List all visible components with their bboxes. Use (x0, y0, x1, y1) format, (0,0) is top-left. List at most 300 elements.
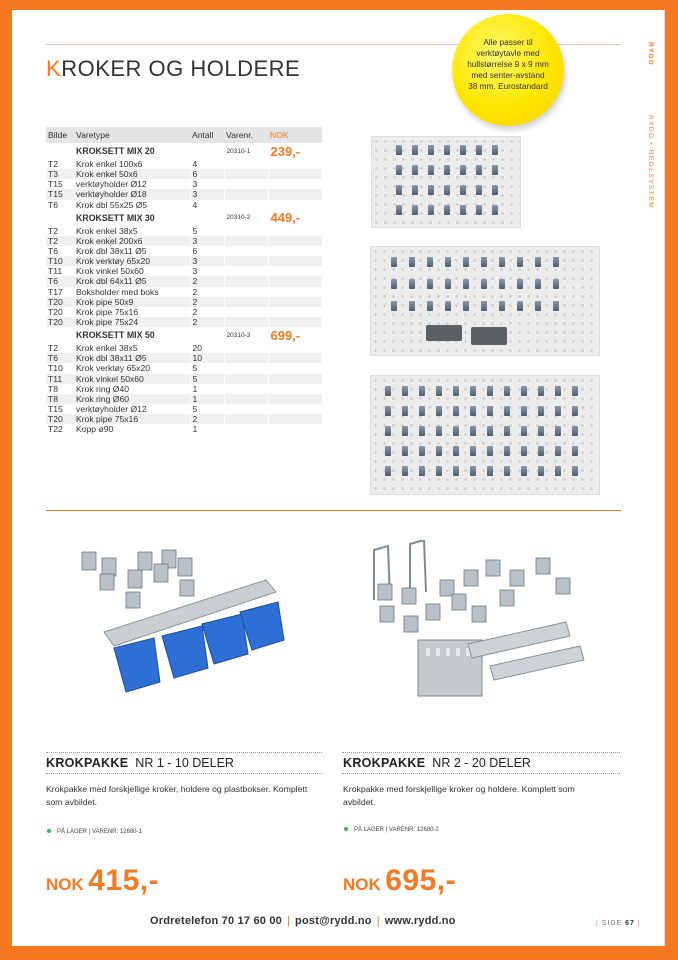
table-cell (46, 210, 74, 226)
cell-antall: 1 (190, 394, 224, 404)
stock-label: PÅ LAGER (57, 829, 88, 835)
hook-icon (538, 406, 544, 416)
cell-varetype: Krok ring Ø40 (76, 383, 130, 394)
table-cell (224, 307, 268, 317)
hook-icon (476, 165, 482, 175)
price-amount: 415,- (88, 864, 160, 897)
price-currency: NOK (46, 875, 84, 894)
page-number-value: 67 (625, 920, 635, 927)
table-header-row (46, 127, 322, 143)
kit-table (46, 127, 322, 434)
hook-icon (553, 257, 559, 267)
kit-price: 239,- (268, 143, 322, 159)
table-cell (224, 384, 268, 394)
title-rest: ROKER OG HOLDERE (61, 56, 301, 81)
product-title (343, 756, 531, 770)
kit-varenr: 20310-3 (224, 327, 268, 343)
cell-bilde: T20 (46, 414, 74, 424)
table-cell (224, 297, 268, 307)
table-cell (268, 226, 322, 236)
hook-icon (444, 145, 450, 155)
cell-bilde: T10 (46, 256, 74, 266)
cell-varetype: Krok verktøy 65x20 (76, 363, 151, 374)
hook-icon (402, 466, 408, 476)
hook-icon (444, 185, 450, 195)
hook-icon (538, 466, 544, 476)
table-cell (268, 404, 322, 414)
cell-antall: 10 (190, 353, 224, 363)
hook-icon (444, 205, 450, 215)
hook-icon (444, 165, 450, 175)
cell-antall: 2 (190, 276, 224, 286)
cell-antall: 20 (190, 343, 224, 353)
title-initial: K (46, 56, 62, 81)
hook-icon (412, 185, 418, 195)
table-row (46, 343, 322, 353)
table-cell (268, 169, 322, 179)
cell-bilde: T6 (48, 246, 59, 257)
hook-icon (572, 406, 578, 416)
info-badge-text: Alle passer til verktøytavle med hullstørrelse 9 x 9 mm med senter-avstand 38 mm. Eurostandard (467, 36, 549, 91)
table-cell (190, 210, 224, 226)
table-body (46, 143, 322, 434)
table-row (46, 236, 322, 246)
table-row (46, 353, 322, 363)
hook-icon (453, 386, 459, 396)
kit-varenr: 20310-2 (224, 210, 268, 226)
hook-icon (521, 426, 527, 436)
cell-varetype: verktøyholder Ø18 (74, 189, 190, 199)
hook-icon (427, 279, 433, 289)
cell-antall: 5 (190, 374, 224, 384)
table-cell (268, 179, 322, 189)
cell-bilde: T8 (48, 383, 59, 394)
hook-icon (463, 257, 469, 267)
cell-bilde: T2 (48, 159, 59, 170)
hook-icon (476, 185, 482, 195)
col-header: Varetype (74, 127, 190, 143)
hook-icon (535, 301, 541, 311)
hook-icon (460, 205, 466, 215)
cell-bilde: T8 (46, 394, 74, 404)
product-description: Krokpakke med forskjellige kroker og holdere. Komplett som avbildet. (343, 784, 575, 807)
page-label: SIDE (601, 920, 623, 927)
frame-bottom (0, 946, 678, 960)
hook-icon (476, 205, 482, 215)
kit-name: KROKSETT MIX 50 (76, 330, 155, 341)
table-row (46, 297, 322, 307)
product-image-krokpakke-1 (70, 540, 310, 720)
table-cell (224, 343, 268, 353)
table-cell (268, 353, 322, 363)
col-header: NOK (268, 127, 322, 143)
hook-icon (396, 145, 402, 155)
hook-icon (412, 145, 418, 155)
hook-icon (499, 257, 505, 267)
hook-icon (419, 446, 425, 456)
table-row (46, 256, 322, 266)
table-cell (224, 256, 268, 266)
table-cell (268, 307, 322, 317)
cell-bilde: T15 (48, 404, 63, 415)
kit-name: KROKSETT MIX 30 (76, 212, 155, 223)
hook-icon (419, 466, 425, 476)
hook-icon (402, 426, 408, 436)
table-row (46, 404, 322, 414)
hook-icon (504, 446, 510, 456)
cell-varetype: Boksholder med boks (76, 286, 159, 297)
hook-icon (538, 426, 544, 436)
pegboard-image-mix20 (371, 136, 521, 228)
cell-bilde: T6 (46, 353, 74, 363)
table-cell (224, 276, 268, 286)
cell-varetype: Krok enkel 50x6 (74, 169, 190, 179)
product-varenr: VARENR: 12680-2 (388, 827, 439, 833)
cell-bilde: T2 (46, 236, 74, 246)
hook-icon (481, 257, 487, 267)
cell-varetype: Krok vinkel 50x60 (74, 374, 190, 384)
product-name: KROKPAKKE (343, 756, 426, 770)
table-cell (46, 327, 74, 343)
hook-icon (517, 279, 523, 289)
hook-icon (453, 446, 459, 456)
table-row (46, 414, 322, 424)
table-cell (224, 374, 268, 384)
table-cell (224, 424, 268, 434)
stock-label: PÅ LAGER (354, 827, 385, 833)
table-cell (224, 200, 268, 210)
table-cell (268, 189, 322, 199)
frame-top (0, 0, 678, 10)
hook-icon (521, 466, 527, 476)
cell-varetype: Krok pipe 50x9 (74, 297, 190, 307)
hook-icon (555, 446, 561, 456)
table-row (46, 374, 322, 384)
cell-varetype: Krok pipe 75x16 (74, 414, 190, 424)
table-row (46, 179, 322, 189)
hook-icon (572, 466, 578, 476)
page-number-bar: | (596, 920, 602, 927)
cell-varetype: Krok dbl 38x11 Ø5 (74, 353, 190, 363)
product-price (343, 864, 456, 898)
price-currency: NOK (343, 875, 381, 894)
cell-bilde: T10 (48, 363, 63, 374)
hook-icon (463, 279, 469, 289)
hook-icon (487, 446, 493, 456)
table-cell (224, 266, 268, 276)
table-cell (224, 317, 268, 327)
table-cell (268, 200, 322, 210)
table-row (46, 384, 322, 394)
product-image-krokpakke-2 (360, 540, 600, 720)
divider (342, 773, 620, 774)
hook-icon (463, 301, 469, 311)
kit-header-row (46, 327, 322, 343)
cell-antall: 2 (190, 307, 224, 317)
cell-bilde: T17 (48, 286, 63, 297)
divider (664, 10, 665, 946)
cell-varetype: Krok enkel 200x6 (74, 236, 190, 246)
kit-varenr: 20310-1 (224, 143, 268, 159)
hook-icon (402, 446, 408, 456)
table-cell (224, 189, 268, 199)
page-title (46, 56, 300, 82)
hook-icon (460, 145, 466, 155)
storage-bin (471, 327, 507, 345)
in-stock-dot-icon (47, 829, 51, 833)
table-row (46, 189, 322, 199)
hook-icon (427, 257, 433, 267)
cell-antall: 5 (190, 226, 224, 236)
table-cell (224, 363, 268, 373)
footer-separator: | (376, 915, 380, 927)
cell-varetype: verktøyholder Ø12 (76, 179, 147, 190)
cell-antall: 2 (190, 317, 224, 327)
hook-icon (499, 279, 505, 289)
table-row (46, 276, 322, 286)
product-title (46, 756, 234, 770)
hook-icon (436, 426, 442, 436)
cell-bilde: T15 (46, 189, 74, 199)
hook-icon (553, 301, 559, 311)
footer-email[interactable]: post@rydd.no (295, 915, 372, 927)
hook-icon (436, 386, 442, 396)
hook-icon (396, 165, 402, 175)
cell-antall: 2 (190, 287, 224, 297)
cell-varetype: Krok ring Ø60 (74, 394, 190, 404)
cell-varetype: Krok verktøy 65x20 (74, 256, 190, 266)
table-cell (224, 179, 268, 189)
footer-web[interactable]: www.rydd.no (384, 915, 456, 927)
hook-icon (521, 446, 527, 456)
table-cell (224, 226, 268, 236)
price-amount: 695,- (385, 864, 457, 897)
hook-icon (427, 301, 433, 311)
cell-varetype: Krok dbl 55x25 Ø5 (76, 199, 148, 210)
hook-icon (385, 466, 391, 476)
hook-icon (436, 406, 442, 416)
footer-contact (150, 915, 456, 927)
hook-icon (419, 426, 425, 436)
hook-icon (538, 446, 544, 456)
cell-varetype: Krok enkel 100x6 (76, 159, 143, 170)
hook-icon (428, 185, 434, 195)
pegboard-image-mix50 (370, 375, 600, 495)
table-row (46, 363, 322, 373)
hook-icon (470, 426, 476, 436)
hook-icon (453, 406, 459, 416)
cell-varetype: verktøyholder Ø12 (76, 404, 147, 415)
hook-icon (419, 386, 425, 396)
cell-antall: 3 (190, 266, 224, 276)
hook-icon (385, 386, 391, 396)
hook-icon (487, 466, 493, 476)
hook-icon (385, 446, 391, 456)
cell-bilde: T22 (48, 424, 63, 435)
table-row (46, 307, 322, 317)
side-system: RYDD • REOLSYSTEM (647, 115, 654, 210)
table-cell (268, 374, 322, 384)
hook-icon (499, 301, 505, 311)
page-number-bar: | (634, 920, 641, 927)
hook-icon (572, 426, 578, 436)
table-cell (268, 256, 322, 266)
hook-icon (391, 257, 397, 267)
col-header: Varenr. (224, 127, 268, 143)
hook-icon (572, 446, 578, 456)
hook-icon (391, 279, 397, 289)
cell-varetype: Krok pipe 75x24 (74, 317, 190, 327)
hook-icon (385, 426, 391, 436)
hook-icon (492, 145, 498, 155)
hook-icon (385, 406, 391, 416)
hook-icon (572, 386, 578, 396)
hook-icon (412, 165, 418, 175)
cell-bilde: T6 (48, 199, 59, 210)
hook-icon (535, 279, 541, 289)
cell-varetype: Kopp ø90 (76, 424, 114, 435)
hook-icon (504, 406, 510, 416)
divider (46, 773, 322, 774)
cell-antall: 5 (190, 363, 224, 373)
cell-bilde: T3 (46, 169, 74, 179)
hook-icon (445, 257, 451, 267)
table-cell (268, 159, 322, 169)
cell-varetype: Krok vinkel 50x60 (76, 266, 144, 277)
table-cell (224, 404, 268, 414)
hook-icon (504, 386, 510, 396)
divider (342, 752, 620, 753)
kit-header-row (46, 210, 322, 226)
table-cell (268, 317, 322, 327)
cell-bilde: T15 (48, 179, 63, 190)
info-badge (452, 14, 564, 126)
table-cell (268, 236, 322, 246)
page-number (596, 920, 641, 927)
hook-icon (428, 145, 434, 155)
hook-icon (517, 257, 523, 267)
cell-antall: 3 (190, 179, 224, 189)
product-variant: NR 1 - 10 DELER (135, 756, 234, 770)
table-cell (224, 236, 268, 246)
hook-icon (487, 386, 493, 396)
table-row (46, 159, 322, 169)
hook-icon (409, 301, 415, 311)
hook-icon (419, 406, 425, 416)
product-variant: NR 2 - 20 DELER (432, 756, 531, 770)
cell-bilde: T6 (46, 276, 74, 286)
table-cell (268, 414, 322, 424)
hook-icon (555, 426, 561, 436)
cell-antall: 6 (190, 246, 224, 256)
cell-varetype: Krok dbl 64x11 Ø5 (74, 276, 190, 286)
cell-bilde: T20 (46, 297, 74, 307)
footer-phone[interactable]: Ordretelefon 70 17 60 00 (150, 915, 282, 927)
hook-icon (436, 466, 442, 476)
cell-antall: 2 (190, 297, 224, 307)
table-row (46, 169, 322, 179)
hook-icon (521, 406, 527, 416)
cell-bilde: T11 (46, 374, 74, 384)
table-cell (268, 394, 322, 404)
product-varenr: VARENR: 12680-1 (91, 829, 142, 835)
hook-icon (555, 466, 561, 476)
kit-name: KROKSETT MIX 20 (76, 146, 155, 156)
table-cell (224, 169, 268, 179)
hook-icon (492, 165, 498, 175)
hook-icon (492, 205, 498, 215)
hook-icon (460, 185, 466, 195)
table-cell (268, 266, 322, 276)
hook-icon (504, 466, 510, 476)
table-cell (268, 297, 322, 307)
table-row (46, 287, 322, 297)
cell-varetype: Krok dbl 38x11 Ø5 (76, 246, 147, 257)
side-brand-strip (642, 40, 656, 240)
hook-icon (553, 279, 559, 289)
hook-icon (470, 386, 476, 396)
table-cell (268, 363, 322, 373)
table-row (46, 246, 322, 256)
hook-icon (470, 466, 476, 476)
table-row (46, 266, 322, 276)
stock-status: PÅ LAGER | VARENR: 12680-2 (344, 827, 439, 833)
col-header: Bilde (46, 127, 74, 143)
table-cell (268, 246, 322, 256)
cell-bilde: T2 (48, 225, 59, 236)
hook-icon (428, 205, 434, 215)
cell-antall: 1 (190, 424, 224, 434)
hook-icon (492, 185, 498, 195)
footer-separator: | (286, 915, 291, 927)
table-cell (224, 287, 268, 297)
hook-icon (391, 301, 397, 311)
hook-icon (453, 426, 459, 436)
cell-antall: 3 (190, 189, 224, 199)
table-row (46, 394, 322, 404)
hook-icon (412, 205, 418, 215)
kit-header-row (46, 143, 322, 159)
hook-icon (409, 257, 415, 267)
table-row (46, 226, 322, 236)
col-header: Antall (190, 127, 224, 143)
table-cell (224, 246, 268, 256)
stock-status: PÅ LAGER | VARENR: 12680-1 (47, 829, 142, 835)
cell-antall: 3 (190, 236, 224, 246)
cell-antall: 6 (190, 169, 224, 179)
divider (46, 752, 322, 753)
frame-left (0, 0, 12, 960)
hook-icon (460, 165, 466, 175)
table-cell (268, 343, 322, 353)
cell-antall: 2 (190, 414, 224, 424)
hook-icon (396, 185, 402, 195)
table-row (46, 424, 322, 434)
table-cell (46, 143, 74, 159)
storage-bin (426, 325, 462, 341)
hook-icon (535, 257, 541, 267)
product-description: Krokpakke med forskjellige kroker, holdere og plastbokser. Komplett som avbildet. (46, 784, 308, 807)
hook-icon (487, 406, 493, 416)
table-row (46, 317, 322, 327)
table-cell (190, 327, 224, 343)
cell-bilde: T11 (48, 266, 63, 277)
cell-bilde: T20 (46, 317, 74, 327)
hook-icon (436, 446, 442, 456)
frame-right (664, 0, 678, 960)
cell-antall: 3 (190, 256, 224, 266)
cell-antall: 4 (190, 159, 224, 169)
